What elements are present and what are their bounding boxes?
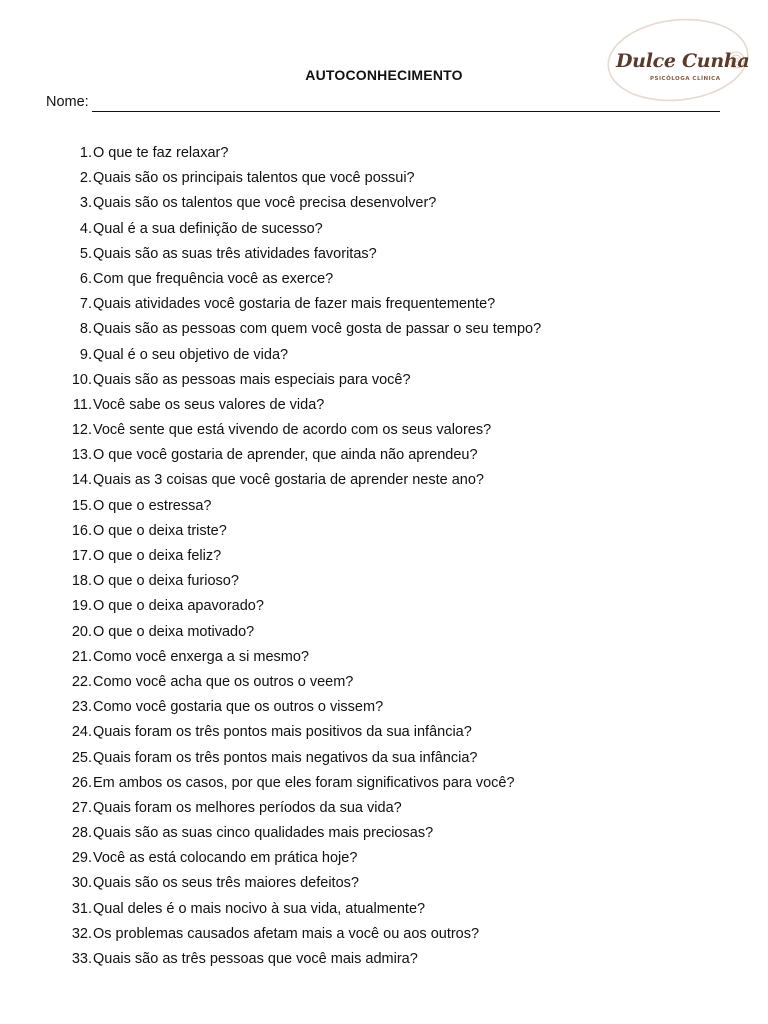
question-text: O que o deixa feliz? <box>93 548 222 564</box>
question-item <box>62 317 542 342</box>
question-item <box>62 292 496 317</box>
question-text: Os problemas causados afetam mais a você ou aos outros? <box>93 925 480 942</box>
question-text: Quais são as suas cinco qualidades mais preciosas? <box>93 825 434 842</box>
question-number: 16. <box>71 522 92 539</box>
question-item <box>62 796 402 821</box>
question-text: Quais foram os melhores períodos da sua vida? <box>93 799 402 816</box>
question-text: Com que frequência você as exerce? <box>93 270 334 287</box>
question-number: 20. <box>71 623 92 640</box>
question-number: 31. <box>71 900 92 917</box>
question-number: 21. <box>71 648 92 665</box>
question-text: O que o deixa motivado? <box>93 623 255 640</box>
question-item <box>62 771 515 796</box>
question-number: 29. <box>71 850 92 867</box>
question-list <box>62 141 542 972</box>
question-text: Qual é o seu objetivo de vida? <box>93 346 289 363</box>
question-number: 2. <box>79 170 92 187</box>
question-item <box>62 695 384 720</box>
question-number: 25. <box>71 749 92 766</box>
question-item <box>62 242 377 267</box>
question-number: 10. <box>71 371 92 388</box>
question-text: Você sente que está vivendo de acordo com os seus valores? <box>93 422 492 439</box>
page-title: AUTOCONHECIMENTO <box>305 67 463 83</box>
question-text: Em ambos os casos, por que eles foram significativos para você? <box>93 774 515 791</box>
question-text: Qual é a sua definição de sucesso? <box>93 220 323 237</box>
question-text: Como você acha que os outros o veem? <box>93 673 354 690</box>
question-item <box>62 846 358 871</box>
question-item <box>62 746 478 771</box>
question-text: O que o deixa furioso? <box>93 573 239 590</box>
question-number: 5. <box>79 245 92 262</box>
question-number: 6. <box>79 270 92 287</box>
question-number: 14. <box>71 472 92 489</box>
name-label: Nome: <box>46 94 89 110</box>
question-item <box>62 141 229 166</box>
question-text: Quais são os talentos que você precisa desenvolver? <box>93 195 437 212</box>
question-item <box>62 594 264 619</box>
question-item <box>62 519 227 544</box>
question-number: 8. <box>79 321 92 338</box>
question-number: 9. <box>79 346 92 363</box>
question-text: Como você enxerga a si mesmo? <box>93 648 309 665</box>
question-text: Quais são os principais talentos que você possui? <box>93 170 415 187</box>
question-number: 26. <box>71 774 92 791</box>
question-text: Como você gostaria que os outros o vissem? <box>93 699 384 716</box>
question-number: 1. <box>79 145 92 161</box>
logo-subtitle: PSICÓLOGA CLÍNICA <box>650 76 721 82</box>
question-item <box>62 393 325 418</box>
question-number: 12. <box>71 422 92 439</box>
question-text: Quais atividades você gostaria de fazer mais frequentemente? <box>93 296 496 313</box>
question-text: Você as está colocando em prática hoje? <box>93 850 358 867</box>
question-item <box>62 922 480 947</box>
question-item <box>62 947 418 972</box>
question-item <box>62 544 222 569</box>
question-number: 33. <box>71 951 92 967</box>
question-item <box>62 494 212 519</box>
question-number: 22. <box>71 673 92 690</box>
question-number: 17. <box>71 548 92 564</box>
question-item <box>62 821 434 846</box>
question-item <box>62 443 478 468</box>
question-text: Quais foram os três pontos mais negativos da sua infância? <box>93 749 478 766</box>
question-number: 4. <box>79 220 92 237</box>
question-number: 30. <box>71 875 92 892</box>
question-text: Quais são as pessoas mais especiais para você? <box>93 371 411 388</box>
question-text: Quais foram os três pontos mais positivos da sua infância? <box>93 724 472 741</box>
question-item <box>62 418 492 443</box>
question-item <box>62 670 354 695</box>
question-text: Quais são as pessoas com quem você gosta de passar o seu tempo? <box>93 321 542 338</box>
question-number: 15. <box>71 497 92 514</box>
question-text: O que o estressa? <box>93 497 212 514</box>
question-number: 13. <box>71 447 92 464</box>
question-number: 32. <box>71 925 92 942</box>
question-text: O que o deixa triste? <box>93 522 227 539</box>
question-item <box>62 191 437 216</box>
question-text: Quais as 3 coisas que você gostaria de aprender neste ano? <box>93 472 484 489</box>
question-text: Quais são as três pessoas que você mais admira? <box>93 951 418 967</box>
question-item <box>62 871 359 896</box>
question-number: 23. <box>71 699 92 716</box>
question-item <box>62 166 415 191</box>
question-text: O que o deixa apavorado? <box>93 598 264 615</box>
question-text: O que você gostaria de aprender, que ainda não aprendeu? <box>93 447 478 464</box>
question-item <box>62 343 289 368</box>
question-item <box>62 468 484 493</box>
question-text: Quais são os seus três maiores defeitos? <box>93 875 359 892</box>
logo-name: Dulce Cunha <box>616 50 750 72</box>
question-number: 27. <box>71 799 92 816</box>
question-text: Quais são as suas três atividades favoritas? <box>93 245 377 262</box>
question-number: 3. <box>79 195 92 212</box>
question-number: 18. <box>71 573 92 590</box>
question-item <box>62 620 255 645</box>
name-field[interactable] <box>46 94 720 114</box>
question-item <box>62 569 239 594</box>
question-item <box>62 368 411 393</box>
question-number: 28. <box>71 825 92 842</box>
name-underline[interactable] <box>92 111 720 112</box>
question-number: 24. <box>71 724 92 741</box>
question-text: O que te faz relaxar? <box>93 145 229 161</box>
question-item <box>62 720 472 745</box>
question-number: 11. <box>72 396 92 413</box>
question-number: 19. <box>71 598 92 615</box>
question-item <box>62 645 309 670</box>
question-number: 7. <box>79 296 92 313</box>
question-item <box>62 217 323 242</box>
question-item <box>62 897 426 922</box>
question-item <box>62 267 334 292</box>
question-text: Você sabe os seus valores de vida? <box>93 396 325 413</box>
question-text: Qual deles é o mais nocivo à sua vida, atualmente? <box>93 900 426 917</box>
